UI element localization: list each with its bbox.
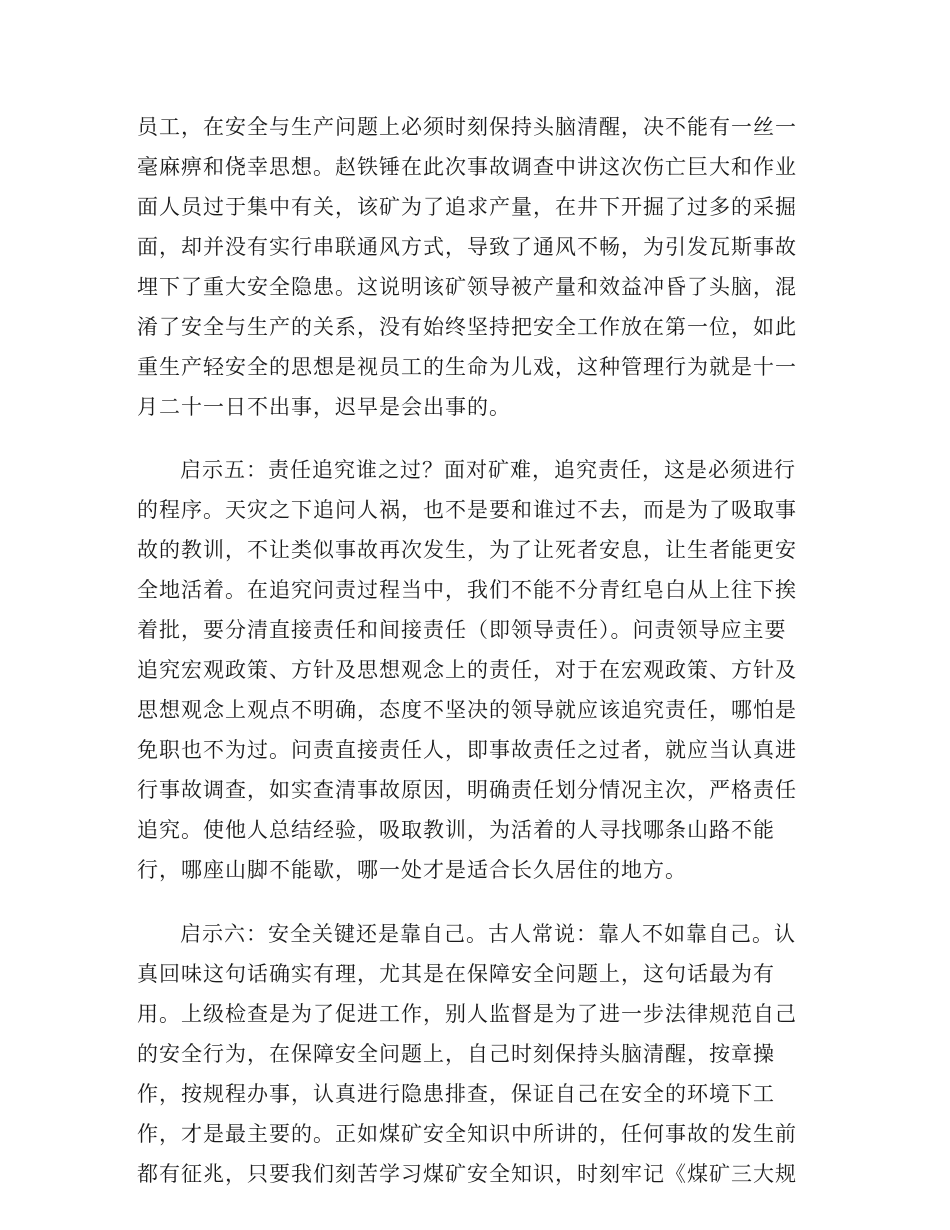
paragraph-2-line-8: 免职也不为过。问责直接责任人，即事故责任之过者，就应当认真进: [137, 738, 797, 762]
paragraph-1-line-6: 淆了安全与生产的关系，没有始终坚持把安全工作放在第一位，如此: [137, 315, 797, 339]
paragraph-1-line-4: 面，却并没有实行串联通风方式，导致了通风不畅，为引发瓦斯事故: [137, 235, 797, 259]
paragraph-2-line-5: 着批，要分清直接责任和间接责任（即领导责任）。问责领导应主要: [137, 618, 787, 642]
paragraph-3-line-1: 启示六：安全关键还是靠自己。古人常说：靠人不如靠自己。认: [180, 922, 796, 946]
paragraph-3-line-7: 都有征兆，只要我们刻苦学习煤矿安全知识，时刻牢记《煤矿三大规: [137, 1162, 797, 1186]
paragraph-2-line-4: 全地活着。在追究问责过程当中，我们不能不分青红皂白从上往下挨: [137, 578, 797, 602]
paragraph-1-line-1: 员工，在安全与生产问题上必须时刻保持头脑清醒，决不能有一丝一: [137, 115, 797, 139]
paragraph-1-line-7: 重生产轻安全的思想是视员工的生命为儿戏，这种管理行为就是十一: [137, 355, 797, 379]
paragraph-2-line-6: 追究宏观政策、方针及思想观念上的责任，对于在宏观政策、方针及: [137, 658, 797, 682]
paragraph-3-line-6: 作，才是最主要的。正如煤矿安全知识中所讲的，任何事故的发生前: [137, 1122, 797, 1146]
paragraph-2-line-3: 故的教训，不让类似事故再次发生，为了让死者安息，让生者能更安: [137, 538, 797, 562]
paragraph-2-line-10: 追究。使他人总结经验，吸取教训，为活着的人寻找哪条山路不能: [137, 818, 775, 842]
paragraph-3-line-5: 作，按规程办事，认真进行隐患排查，保证自己在安全的环境下工: [137, 1082, 775, 1106]
paragraph-1-line-2: 毫麻痹和侥幸思想。赵铁锤在此次事故调查中讲这次伤亡巨大和作业: [137, 155, 797, 179]
paragraph-3-line-4: 的安全行为，在保障安全问题上，自己时刻保持头脑清醒，按章操: [137, 1042, 775, 1066]
paragraph-2-line-11: 行，哪座山脚不能歇，哪一处才是适合长久居住的地方。: [137, 858, 687, 882]
paragraph-2-line-2: 的程序。天灾之下追问人祸，也不是要和谁过不去，而是为了吸取事: [137, 498, 797, 522]
paragraph-3-line-2: 真回味这句话确实有理，尤其是在保障安全问题上，这句话最为有: [137, 962, 775, 986]
paragraph-2-line-1: 启示五：责任追究谁之过？面对矿难，追究责任，这是必须进行: [180, 458, 796, 482]
paragraph-3-line-3: 用。上级检查是为了促进工作，别人监督是为了进一步法律规范自己: [137, 1002, 797, 1026]
paragraph-2-line-9: 行事故调查，如实查清事故原因，明确责任划分情况主次，严格责任: [137, 778, 797, 802]
paragraph-1-line-3: 面人员过于集中有关，该矿为了追求产量，在井下开掘了过多的采掘: [137, 195, 797, 219]
paragraph-1-line-8: 月二十一日不出事，迟早是会出事的。: [137, 395, 511, 419]
paragraph-1-line-5: 埋下了重大安全隐患。这说明该矿领导被产量和效益冲昏了头脑，混: [137, 275, 797, 299]
paragraph-2-line-7: 思想观念上观点不明确，态度不坚决的领导就应该追究责任，哪怕是: [137, 698, 797, 722]
